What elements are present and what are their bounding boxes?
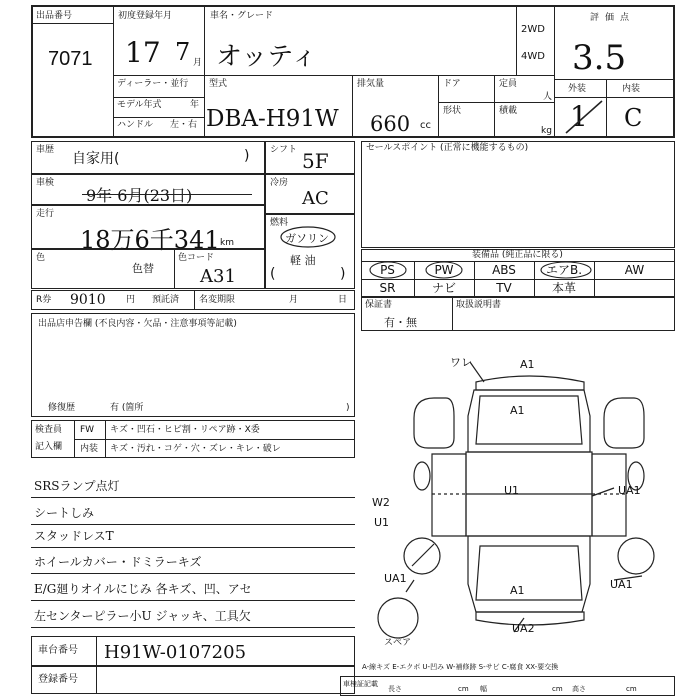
shape-label: 形状 (443, 106, 462, 116)
exterior-grade-stroke (558, 97, 618, 137)
name-grade-label: 車名・グレード (210, 11, 274, 21)
ac-value: AC (302, 188, 329, 209)
inspector-note: ホイールカバー・ドミラーキズ (34, 555, 202, 569)
inspection-label: 車検 (36, 178, 55, 188)
car-diagram (372, 356, 674, 646)
handle-options: 左・右 (170, 120, 198, 130)
inspector-note: シートしみ (34, 506, 95, 520)
shift-label: シフト (270, 145, 298, 155)
inspector-note: SRSランプ点灯 (34, 479, 120, 493)
equipment-item: 本革 (551, 281, 576, 295)
inspector-note: E/G廻りオイルにじみ 各キズ、凹、アセ (34, 582, 252, 596)
fuel-light: 軽 油 (290, 254, 316, 267)
legend: A-線キズ E-エクボ U-凹み W-補修跡 S-サビ C-腐食 XX-要交換 (362, 663, 559, 671)
mark-1: A1 (520, 358, 535, 371)
fuel-circle (278, 224, 338, 250)
mark-4: W2 (372, 496, 390, 509)
color-change-label: 色替 (132, 262, 154, 275)
mark-10: UA2 (512, 622, 535, 635)
displacement-value: 660 (370, 112, 411, 136)
footer-label: 高さ (572, 685, 586, 693)
first-reg-month: 7 (175, 38, 191, 66)
history-value: 自家用( (72, 151, 120, 167)
repair-value: 有 (箇所 (110, 403, 144, 413)
footer-label: 幅 (480, 685, 487, 693)
footer-label: 車検証記載 (343, 680, 378, 688)
km-unit: km (220, 238, 234, 248)
fw-label: FW (80, 425, 95, 435)
equipment-item: ナビ (431, 281, 456, 295)
equipment-title: 装備品 (純正品に限る) (472, 250, 563, 260)
footer-label: 長さ (388, 685, 402, 693)
history-row (31, 141, 265, 174)
person-unit: 人 (543, 92, 553, 102)
mark-8: UA1 (610, 578, 633, 591)
handle-label: ハンドル (117, 120, 154, 130)
mark-5: U1 (374, 516, 390, 529)
interior-grade: C (624, 104, 643, 132)
equipment-item: AW (624, 263, 645, 277)
lot-number: 7071 (48, 48, 93, 70)
displacement-label: 排気量 (357, 79, 385, 89)
score-label: 評価点 (590, 13, 636, 23)
inspector-note: スタッドレスT (34, 529, 114, 543)
door-label: ドア (443, 79, 461, 89)
type-label: 型式 (209, 79, 228, 89)
model-year-label: モデル年式 (117, 100, 162, 110)
exterior-items: キズ・凹石・ヒビ割・リペア跡・X委 (110, 425, 260, 435)
spare-label: スペア (384, 638, 412, 648)
month-suffix: 月 (193, 58, 203, 68)
chassis-label: 車台番号 (38, 645, 78, 656)
capacity-label: 定員 (499, 79, 518, 89)
mark-6: UA1 (618, 484, 641, 497)
ac-label: 冷房 (270, 178, 289, 188)
kg-unit: kg (541, 126, 552, 136)
mark-2: A1 (510, 404, 525, 417)
footer-label: cm (552, 685, 563, 693)
dealer-label: ディーラー・並行 (117, 79, 189, 89)
equipment-item: PW (434, 263, 454, 277)
notes-title: 出品店申告欄 (不良内容・欠品・注意事項等記載) (38, 319, 237, 329)
color-code-value: A31 (200, 266, 236, 287)
first-reg-label: 初度登録年月 (118, 11, 173, 21)
exterior-grade: 1 (570, 100, 588, 133)
color-label: 色 (36, 253, 46, 263)
equipment-item: PS (380, 263, 395, 277)
mileage-label: 走行 (36, 209, 55, 219)
equipment-circles (361, 259, 675, 299)
repair-close: ) (346, 403, 350, 413)
footer-label: cm (626, 685, 637, 693)
mark-0: ワレ (450, 356, 472, 369)
warranty-label: 保証書 (365, 300, 393, 310)
equipment-item: エアB. (545, 263, 583, 277)
registration-row (31, 666, 355, 694)
shift-value: 5F (302, 149, 329, 173)
exterior-label: 外装 (568, 84, 587, 94)
equipment-item: SR (379, 281, 396, 295)
registration-label: 登録番号 (38, 674, 78, 685)
yen-unit: 円 (126, 295, 136, 305)
drive-2wd: 2WD (521, 24, 545, 35)
drive-4wd: 4WD (521, 51, 545, 62)
cc-unit: cc (420, 120, 431, 131)
fuel-value: ガソリン (285, 232, 329, 245)
year-suffix: 年 (190, 100, 200, 110)
mileage-value: 18万6千341 (80, 226, 220, 254)
sales-point-title: セールスポイント (正常に機能するもの) (366, 143, 529, 153)
name-expiry-label: 名変期限 (199, 295, 236, 305)
car-name: オッティ (216, 42, 318, 72)
interior-label: 内装 (622, 84, 641, 94)
load-label: 積載 (499, 106, 518, 116)
type-value: DBA-H91W (206, 106, 339, 132)
mark-9: A1 (510, 584, 525, 597)
first-reg-year: 17 (125, 36, 161, 69)
repair-label: 修復歴 (48, 403, 76, 413)
mark-7: UA1 (384, 572, 407, 585)
chassis-value: H91W-0107205 (104, 642, 247, 663)
fuel-label: 燃料 (270, 218, 289, 228)
inspector-label-2: 記入欄 (35, 442, 63, 452)
warranty-value: 有・無 (384, 316, 417, 329)
recycle-label: R券 (36, 295, 52, 305)
inspection-value: 9年 6月(23日) (86, 186, 193, 205)
footer-label: cm (458, 685, 469, 693)
interior-items: キズ・汚れ・コゲ・穴・ズレ・キレ・破レ (110, 444, 281, 454)
month-label: 月 (289, 295, 299, 305)
interior-items-label: 内装 (80, 444, 99, 454)
history-label: 車歴 (36, 145, 55, 155)
sales-point-box (361, 141, 675, 248)
color-code-label: 色コード (178, 253, 215, 263)
score-value: 3.5 (572, 38, 627, 78)
equipment-item: TV (496, 281, 512, 295)
deposit-label: 預託済 (152, 295, 180, 305)
mark-3: U1 (504, 484, 520, 497)
day-label: 日 (338, 295, 348, 305)
inspector-note: 左センターピラー小U ジャッキ、工具欠 (34, 609, 251, 623)
recycle-value: 9010 (70, 292, 106, 308)
history-close: ) (244, 148, 250, 164)
inspector-label-1: 検査員 (35, 425, 63, 435)
manual-label: 取扱説明書 (456, 300, 502, 310)
equipment-item: ABS (492, 263, 516, 277)
lot-label: 出品番号 (36, 11, 73, 21)
